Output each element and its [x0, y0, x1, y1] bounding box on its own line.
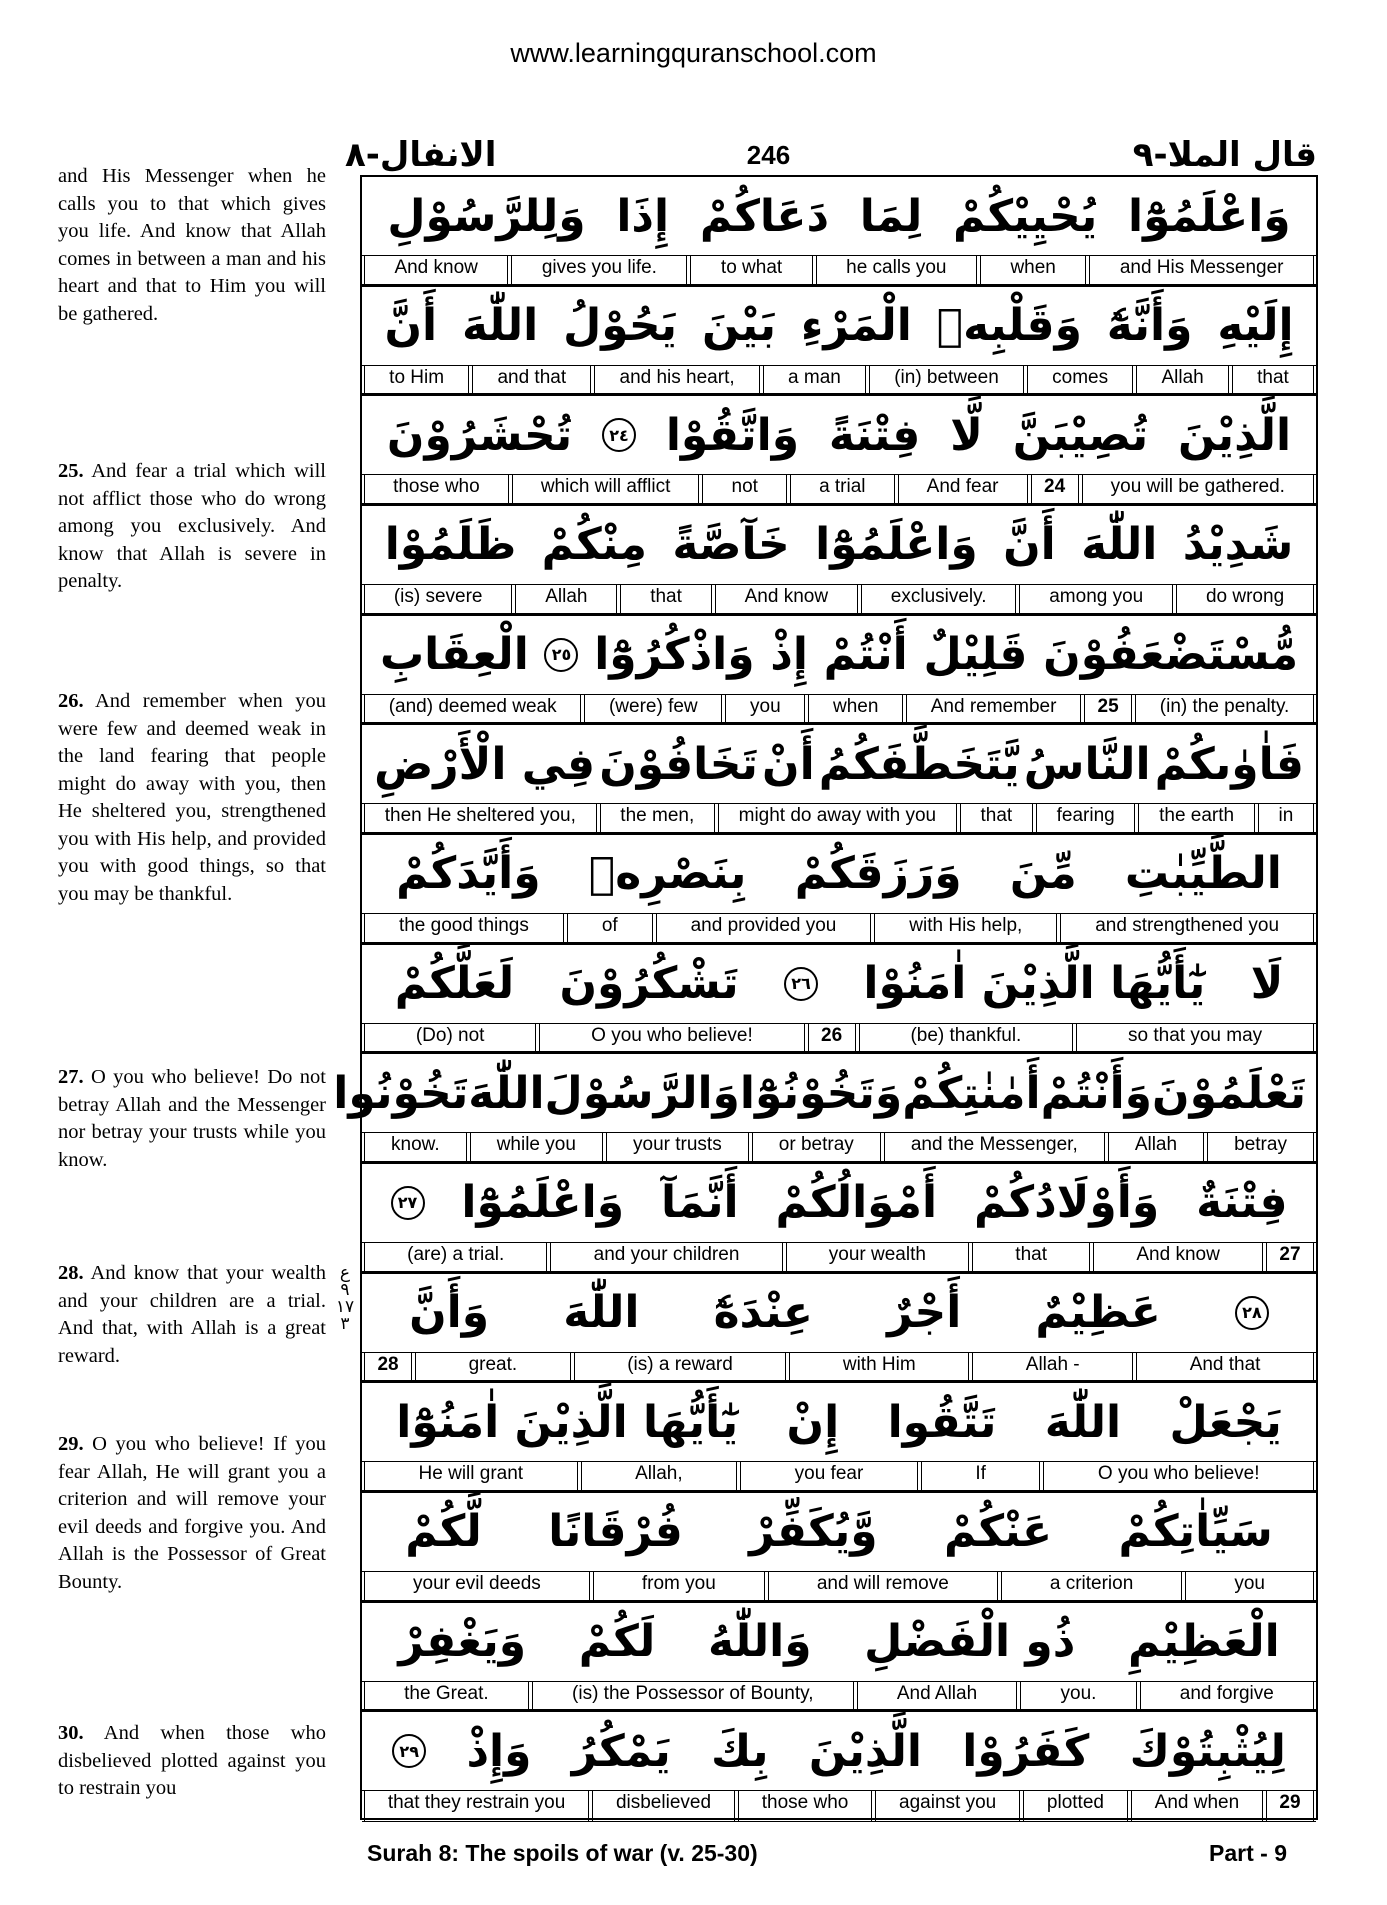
gloss-cell: And know — [1093, 1243, 1263, 1271]
arabic-line — [362, 1164, 1316, 1242]
gloss-cell: in — [1258, 804, 1314, 832]
arabic-word: مِّنَ — [1009, 848, 1077, 900]
gloss-cell: gives you life. — [511, 256, 687, 284]
arabic-word: وَأَنَّهٗٓ — [1106, 300, 1193, 352]
arabic-word: يٰٓأَيُّهَا الَّذِيْنَ اٰمَنُوْٓا — [396, 1396, 739, 1448]
gloss-cell: you — [725, 695, 805, 723]
arabic-word: أَنْتُمْ — [823, 629, 908, 681]
arabic-word: دَعَاكُمْ — [699, 190, 830, 242]
arabic-word: إِنْ — [786, 1396, 840, 1448]
gloss-cell: (are) a trial. — [364, 1243, 548, 1271]
arabic-word: فِتْنَةً — [828, 409, 921, 461]
side-verse-text: And know that your wealth and your children are a trial. And that, with Allah is a great reward. — [58, 1262, 326, 1367]
gloss-cell: (in) between — [869, 366, 1024, 394]
arabic-word: مِنْكُمْ — [541, 519, 647, 571]
arabic-word: بِنَصْرِهٖ — [588, 848, 747, 900]
gloss-cell: with Him — [789, 1353, 969, 1381]
arabic-word: وَاللّٰهُ — [707, 1616, 812, 1668]
arabic-word: وَأَوْلَادُكُمْ — [974, 1177, 1160, 1229]
gloss-cell: (Do) not — [364, 1024, 536, 1052]
arabic-word: الْعَظِيْمِ — [1127, 1616, 1280, 1668]
arabic-word: وَاتَّقُوْا — [665, 409, 800, 461]
arabic-word: ذُو الْفَضْلِ — [864, 1616, 1076, 1668]
arabic-word: شَدِيْدُ — [1182, 519, 1294, 571]
gloss-cell: a criterion — [1001, 1572, 1182, 1600]
arabic-word: تَعْلَمُوْنَ — [1152, 1067, 1306, 1119]
arabic-word: عَظِيْمٌ — [1035, 1287, 1161, 1339]
gloss-cell: those who — [364, 475, 509, 503]
page-number: 246 — [746, 140, 791, 170]
side-text-30 — [58, 1720, 326, 1803]
side-verse-text: O you who believe! Do not betray Allah and the Messenger nor betray your trusts while you know. — [58, 1066, 326, 1171]
side-verse-number: 28. — [58, 1262, 84, 1284]
arabic-word: إِذْ — [770, 629, 808, 681]
verse-row — [362, 1383, 1316, 1493]
verse-row — [362, 177, 1316, 287]
arabic-word: فَاٰوٰىكُمْ — [1154, 738, 1304, 790]
gloss-cell: (were) few — [584, 695, 722, 723]
side-verse-text: And fear a trial which will not afflict those who do wrong among you exclusively. And know that Allah is severe in penalty. — [58, 460, 326, 592]
gloss-cell: and your children — [550, 1243, 782, 1271]
gloss-cell: And that — [1136, 1353, 1314, 1381]
arabic-word: وَأَنَّ — [409, 1287, 490, 1339]
gloss-cell: And know — [364, 256, 508, 284]
arabic-word: وَإِذْ — [466, 1725, 532, 1777]
verse-end-marker: ٢٨ — [1235, 1296, 1269, 1330]
arabic-line — [362, 506, 1316, 584]
gloss-cell: And remember — [906, 695, 1081, 723]
arabic-word: ظَلَمُوْا — [384, 519, 517, 571]
arabic-word: وَاذْكُرُوْٓا — [594, 629, 755, 681]
verse-end-marker: ٢٦ — [784, 967, 818, 1001]
gloss-cell: Allah - — [972, 1353, 1133, 1381]
english-gloss-line — [362, 365, 1316, 395]
arabic-word: أَنْ — [762, 738, 815, 790]
verse-row — [362, 835, 1316, 945]
arabic-word: تُحْشَرُوْنَ — [386, 409, 573, 461]
side-verse-text: and His Messenger when he calls you to that which gives you life. And know that Allah comes in between a man and his heart and that to Him you will be gathered. — [58, 165, 326, 325]
arabic-word: يُحْيِيْكُمْ — [953, 190, 1098, 242]
side-verse-number: 27. — [58, 1066, 84, 1088]
arabic-word: الْعِقَابِ — [379, 629, 529, 681]
verse-row — [333, 1054, 1316, 1164]
english-gloss-line — [362, 1352, 1316, 1382]
arabic-line — [362, 1383, 1316, 1461]
gloss-cell: so that you may — [1076, 1024, 1314, 1052]
arabic-word: أَجْرٌ — [887, 1287, 962, 1339]
arabic-word: وَرَزَقَكُمْ — [794, 848, 962, 900]
verse-number-cell: 25 — [1084, 695, 1132, 723]
arabic-word: وَاعْلَمُوْٓا — [461, 1177, 625, 1229]
english-gloss-line — [362, 1790, 1316, 1822]
gloss-cell: and will remove — [768, 1572, 998, 1600]
verse-number-cell: 27 — [1266, 1243, 1314, 1271]
gloss-cell: the Great. — [364, 1682, 529, 1710]
arabic-word: لَعَلَّكُمْ — [394, 958, 515, 1010]
verse-row — [362, 396, 1316, 506]
verse-row — [362, 1603, 1316, 1713]
gloss-cell: disbelieved — [592, 1791, 735, 1821]
arabic-word: إِذَا — [616, 190, 670, 242]
arabic-line — [362, 725, 1316, 803]
arabic-word: لَكُمْ — [578, 1616, 656, 1668]
gloss-cell: you will be gathered. — [1082, 475, 1314, 503]
gloss-cell: to Him — [364, 366, 469, 394]
arabic-word: وَّيُكَفِّرْ — [749, 1506, 878, 1558]
english-gloss-line — [362, 913, 1316, 943]
arabic-word: يَمْكُرُ — [571, 1725, 671, 1777]
arabic-word: أَنَّ — [1003, 519, 1056, 571]
arabic-word: لِيُثْبِتُوْكَ — [1129, 1725, 1286, 1777]
side-verse-text: O you who believe! If you fear Allah, He will grant you a criterion and will remove your evil deeds and forgive you. And Allah is the Possessor of Great Bounty. — [58, 1433, 326, 1593]
gloss-cell: you — [1185, 1572, 1314, 1600]
arabic-word: يَّتَخَطَّفَكُمُ — [818, 738, 1020, 790]
side-verse-text: And when those who disbelieved plotted against you to restrain you — [58, 1722, 326, 1799]
arabic-word: وَلِلرَّسُوْلِ — [387, 190, 586, 242]
arabic-word: تَشْكُرُوْنَ — [559, 958, 739, 1010]
arabic-word: تُصِيْبَنَّ — [1012, 409, 1149, 461]
gloss-cell: (is) severe — [364, 585, 512, 613]
arabic-word: تَخَافُوْنَ — [599, 738, 758, 790]
gloss-cell: then He sheltered you, — [364, 804, 597, 832]
verse-number-cell: 24 — [1031, 475, 1079, 503]
arabic-word: وَاعْلَمُوْٓا — [815, 519, 978, 571]
arabic-word: الَّذِيْنَ — [1177, 409, 1292, 461]
gloss-cell: that — [960, 804, 1033, 832]
gloss-cell: you. — [1020, 1682, 1136, 1710]
arabic-word: النَّاسُ — [1023, 738, 1151, 790]
arabic-word: سَيِّاٰتِكُمْ — [1118, 1506, 1273, 1558]
verse-row — [362, 725, 1316, 835]
verse-row — [362, 616, 1316, 726]
gloss-cell: and his heart, — [594, 366, 760, 394]
gloss-cell: Allah — [1136, 366, 1229, 394]
gloss-cell: that — [1232, 366, 1314, 394]
arabic-line — [362, 287, 1316, 365]
side-verse-number: 30. — [58, 1722, 84, 1744]
side-text-28 — [58, 1260, 326, 1370]
arabic-word: وَاعْلَمُوْٓا — [1128, 190, 1291, 242]
arabic-word: اللّٰهَ — [468, 1067, 545, 1119]
arabic-line — [362, 1493, 1316, 1571]
arabic-word: الْمَرْءِ — [800, 300, 912, 352]
gloss-cell: know. — [364, 1133, 467, 1161]
gloss-cell: (and) deemed weak — [364, 695, 581, 723]
side-text-27 — [58, 1064, 326, 1174]
english-gloss-line — [362, 1461, 1316, 1491]
arabic-word: تَخُوْنُوا — [333, 1067, 469, 1119]
gloss-cell: the men, — [600, 804, 715, 832]
verse-row — [362, 287, 1316, 397]
english-gloss-line — [362, 584, 1316, 614]
gloss-cell: and the Messenger, — [884, 1133, 1105, 1161]
gloss-cell: to what — [690, 256, 812, 284]
arabic-word: اللّٰهَ — [1081, 519, 1158, 571]
gloss-cell: Allah — [1108, 1133, 1204, 1161]
header-surah-name: الانفال-٨ — [345, 135, 497, 175]
arabic-line — [362, 1603, 1316, 1681]
gloss-cell: when — [980, 256, 1086, 284]
arabic-word: يٰٓأَيُّهَا الَّذِيْنَ اٰمَنُوْا — [863, 958, 1206, 1010]
arabic-word: اللّٰهَ — [1044, 1396, 1122, 1448]
gloss-cell: those who — [738, 1791, 872, 1821]
gloss-cell: (be) thankful. — [859, 1024, 1074, 1052]
header-part-name: قال الملا-٩ — [1132, 135, 1317, 175]
gloss-cell: (is) the Possessor of Bounty, — [532, 1682, 854, 1710]
arabic-line — [333, 1054, 1316, 1132]
english-gloss-line — [362, 1571, 1316, 1601]
gloss-cell: and strengthened you — [1060, 914, 1314, 942]
gloss-cell: great. — [415, 1353, 571, 1381]
side-verse-number: 26. — [58, 690, 84, 712]
arabic-word: يَجْعَلْ — [1169, 1396, 1282, 1448]
arabic-word: أَمْوَالُكُمْ — [775, 1177, 938, 1229]
gloss-cell: from you — [593, 1572, 765, 1600]
gloss-cell: or betray — [752, 1133, 881, 1161]
verse-number-cell: 26 — [808, 1024, 856, 1052]
arabic-line — [362, 1712, 1316, 1790]
arabic-word: وَتَخُوْنُوْٓا — [739, 1067, 903, 1119]
gloss-cell: And know — [715, 585, 858, 613]
arabic-line — [362, 1274, 1316, 1352]
verse-end-marker: ٢٤ — [602, 418, 636, 452]
gloss-cell: while you — [470, 1133, 603, 1161]
ruku-marker: ع ٩ ١٧ ٣ — [335, 1263, 355, 1334]
arabic-line — [362, 835, 1316, 913]
arabic-word: أَنَّمَآ — [660, 1177, 739, 1229]
arabic-word: الطَّيِّبٰتِ — [1124, 848, 1282, 900]
gloss-cell: He will grant — [364, 1462, 578, 1490]
gloss-cell: the earth — [1138, 804, 1254, 832]
site-url: www.learningquranschool.com — [510, 38, 877, 68]
english-gloss-line — [362, 694, 1316, 724]
gloss-cell: a trial — [790, 475, 895, 503]
arabic-word: أَمٰنٰتِكُمْ — [902, 1067, 1041, 1119]
arabic-word: عِنْدَهٗٓ — [713, 1287, 813, 1339]
gloss-cell: and that — [472, 366, 591, 394]
gloss-cell: that — [620, 585, 711, 613]
arabic-word: وَالرَّسُوْلَ — [544, 1067, 740, 1119]
gloss-cell: that — [972, 1243, 1090, 1271]
gloss-cell: O you who believe! — [1043, 1462, 1314, 1490]
gloss-cell: the good things — [364, 914, 564, 942]
arabic-word: فِتْنَةٌ — [1196, 1177, 1288, 1229]
arabic-word: وَأَنْتُمْ — [1040, 1067, 1153, 1119]
gloss-cell: betray — [1207, 1133, 1314, 1161]
gloss-cell: your evil deeds — [364, 1572, 590, 1600]
gloss-cell: exclusively. — [861, 585, 1016, 613]
english-gloss-line — [362, 1132, 1316, 1162]
gloss-cell: do wrong — [1176, 585, 1314, 613]
verse-number-cell: 29 — [1266, 1791, 1314, 1821]
side-verse-number: 29. — [58, 1433, 84, 1455]
gloss-cell: plotted — [1023, 1791, 1128, 1821]
side-verse-text: And remember when you were few and deemed weak in the land fearing that people might do away with you, then He sheltered you, strengthened you with His help, and provided you with good things, so that you may be thankful. — [58, 690, 326, 905]
arabic-word: وَيَغْفِرْ — [398, 1616, 527, 1668]
gloss-cell: not — [702, 475, 787, 503]
arabic-word: تَتَّقُوا — [887, 1396, 997, 1448]
side-verse-number: 25. — [58, 460, 84, 482]
side-text-26 — [58, 688, 326, 908]
verse-row — [362, 506, 1316, 616]
verse-end-marker: ٢٥ — [544, 638, 578, 672]
gloss-cell: And when — [1131, 1791, 1263, 1821]
arabic-word: فُرْقَانًا — [548, 1506, 683, 1558]
arabic-word: قَلِيْلٌ — [923, 629, 1028, 681]
gloss-cell: when — [808, 695, 903, 723]
arabic-word: لَا — [1250, 958, 1284, 1010]
gloss-cell: Allah, — [581, 1462, 738, 1490]
gloss-cell: which will afflict — [512, 475, 700, 503]
gloss-cell: against you — [875, 1791, 1020, 1821]
gloss-cell: And Allah — [857, 1682, 1018, 1710]
english-gloss-line — [362, 474, 1316, 504]
gloss-cell: comes — [1027, 366, 1133, 394]
side-text-29 — [58, 1431, 326, 1596]
arabic-line — [362, 396, 1316, 474]
arabic-word: فِي الْأَرْضِ — [374, 738, 596, 790]
english-gloss-line — [362, 1023, 1316, 1053]
arabic-word: لِمَا — [859, 190, 923, 242]
arabic-word: بِكَ — [711, 1725, 769, 1777]
arabic-word: خَآصَّةً — [672, 519, 790, 571]
gloss-cell: Allah — [515, 585, 617, 613]
gloss-cell: a man — [763, 366, 866, 394]
arabic-word: عَنْكُمْ — [943, 1506, 1053, 1558]
verse-row — [362, 945, 1316, 1055]
arabic-line — [362, 616, 1316, 694]
verse-end-marker: ٢٧ — [391, 1186, 425, 1220]
gloss-cell: might do away with you — [718, 804, 957, 832]
english-gloss-line — [362, 1242, 1316, 1272]
arabic-word: يَحُوْلُ — [563, 300, 678, 352]
arabic-word: وَأَيَّدَكُمْ — [396, 848, 541, 900]
arabic-line — [362, 945, 1316, 1023]
footer-surah-title: Surah 8: The spoils of war (v. 25-30) — [367, 1840, 758, 1866]
gloss-cell: If — [921, 1462, 1041, 1490]
gloss-cell: you fear — [740, 1462, 918, 1490]
arabic-word: اللّٰهَ — [461, 300, 539, 352]
gloss-cell: he calls you — [816, 256, 977, 284]
gloss-cell: your trusts — [606, 1133, 749, 1161]
arabic-line — [362, 177, 1316, 255]
english-gloss-line — [362, 803, 1316, 833]
side-text-24 — [58, 163, 326, 328]
gloss-cell: and forgive — [1140, 1682, 1314, 1710]
arabic-word: وَقَلْبِهٖ — [936, 300, 1082, 352]
arabic-word: أَنَّ — [384, 300, 438, 352]
verse-row — [362, 1164, 1316, 1274]
gloss-cell: fearing — [1036, 804, 1136, 832]
gloss-cell: that they restrain you — [364, 1791, 589, 1821]
verse-row — [362, 1493, 1316, 1603]
gloss-cell: (is) a reward — [574, 1353, 787, 1381]
gloss-cell: among you — [1019, 585, 1173, 613]
footer-part: Part - 9 — [1209, 1840, 1287, 1866]
gloss-cell: with His help, — [874, 914, 1057, 942]
arabic-word: لَّا — [950, 409, 983, 461]
arabic-word: اللّٰهَ — [563, 1287, 640, 1339]
arabic-word: مُّسْتَضْعَفُوْنَ — [1043, 629, 1299, 681]
arabic-word: بَيْنَ — [701, 300, 777, 352]
arabic-word: لَّكُمْ — [405, 1506, 482, 1558]
arabic-word: إِلَيْهِ — [1217, 300, 1294, 352]
arabic-word: الَّذِيْنَ — [808, 1725, 922, 1777]
gloss-cell: and His Messenger — [1089, 256, 1314, 284]
side-text-25 — [58, 458, 326, 596]
verse-row — [362, 1274, 1316, 1384]
verse-end-marker: ٢٩ — [392, 1734, 426, 1768]
verse-row — [362, 1712, 1316, 1822]
gloss-cell: O you who believe! — [539, 1024, 804, 1052]
verse-number-cell: 28 — [364, 1353, 412, 1381]
gloss-cell: your wealth — [786, 1243, 970, 1271]
gloss-cell: And fear — [898, 475, 1028, 503]
arabic-word: كَفَرُوْا — [962, 1725, 1090, 1777]
gloss-cell: and provided you — [656, 914, 872, 942]
gloss-cell: of — [567, 914, 653, 942]
english-gloss-line — [362, 255, 1316, 285]
gloss-cell: (in) the penalty. — [1135, 695, 1314, 723]
english-gloss-line — [362, 1681, 1316, 1711]
